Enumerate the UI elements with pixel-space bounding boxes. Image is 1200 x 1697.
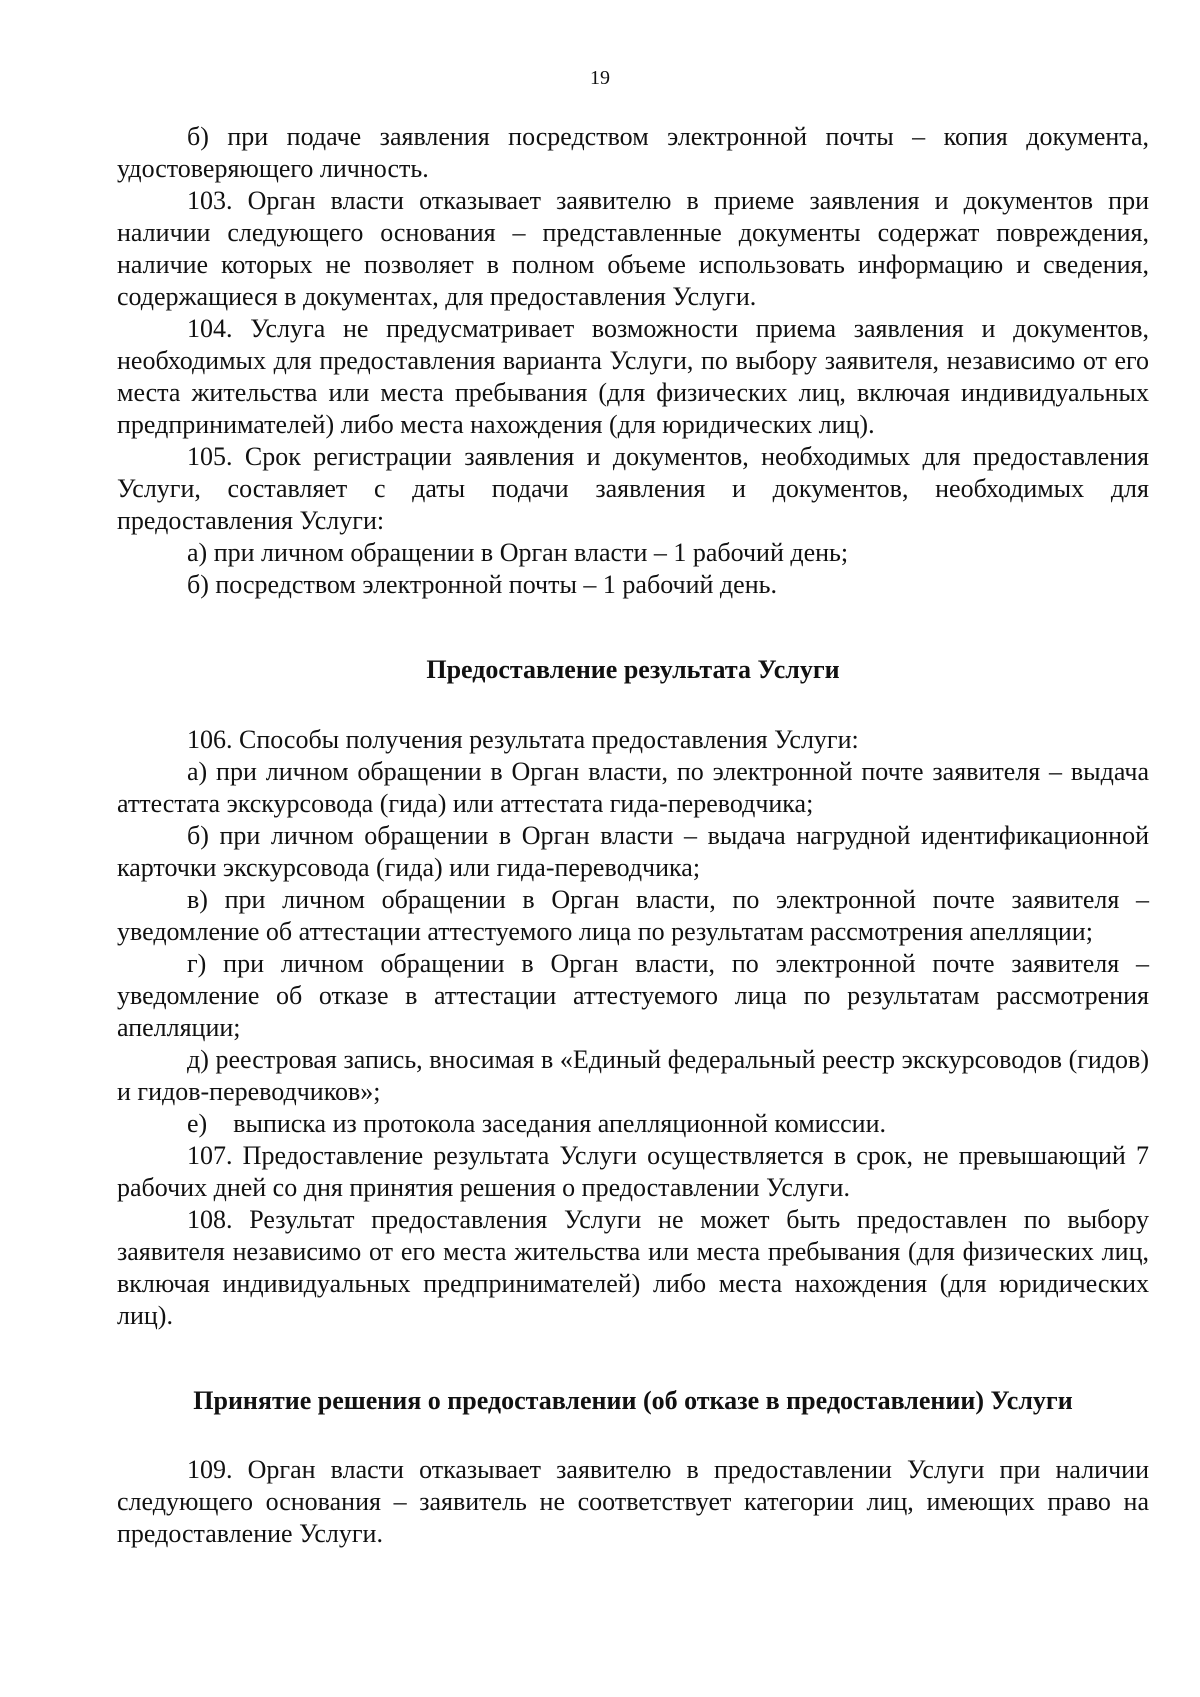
paragraph-106-e: е) выписка из протокола заседания апелляционной комиссии. (187, 1109, 886, 1138)
paragraph-b-email-copy: б) при подаче заявления посредством электронной почты – копия документа, удостоверяющего личность. (117, 122, 1149, 183)
paragraph-106-g: г) при личном обращении в Орган власти, по электронной почте заявителя – уведомление об отказе в аттестации аттестуемого лица по результатам рассмотрения апелляции; (117, 949, 1149, 1042)
section-heading-decision: Принятие решения о предоставлении (об отказе в предоставлении) Услуги (193, 1386, 1073, 1415)
paragraph-109: 109. Орган власти отказывает заявителю в предоставлении Услуги при наличии следующего основания – заявитель не соответствует категории лиц, имеющих право на предоставление Услуги. (117, 1455, 1149, 1548)
paragraph-103: 103. Орган власти отказывает заявителю в приеме заявления и документов при наличии следующего основания – представленные документы содержат повреждения, наличие которых не позволяет в полном объеме использовать информацию и сведения, содержащиеся в документах, для предоставления Услуги. (117, 186, 1149, 311)
paragraph-106-a: а) при личном обращении в Орган власти, по электронной почте заявителя – выдача аттестата экскурсовода (гида) или аттестата гида-переводчика; (117, 757, 1149, 818)
paragraph-105-b: б) посредством электронной почты – 1 рабочий день. (187, 570, 777, 599)
paragraph-106: 106. Способы получения результата предоставления Услуги: (187, 725, 859, 754)
paragraph-106-b: б) при личном обращении в Орган власти – выдача нагрудной идентификационной карточки экскурсовода (гида) или гида-переводчика; (117, 821, 1149, 882)
page-number: 19 (590, 67, 610, 89)
paragraph-108: 108. Результат предоставления Услуги не может быть предоставлен по выбору заявителя независимо от его места жительства или места пребывания (для физических лиц, включая индивидуальных предпринимателей) либо места нахождения (для юридических лиц). (117, 1205, 1149, 1330)
document-body (117, 121, 1149, 1550)
paragraph-104: 104. Услуга не предусматривает возможности приема заявления и документов, необходимых для предоставления варианта Услуги, по выбору заявителя, независимо от его места жительства или места пребывания (для физических лиц, включая индивидуальных предпринимателей) либо места нахождения (для юридических лиц). (117, 314, 1149, 439)
paragraph-105-a: а) при личном обращении в Орган власти – 1 рабочий день; (187, 538, 849, 567)
paragraph-106-d: д) реестровая запись, вносимая в «Единый федеральный реестр экскурсоводов (гидов) и гидов-переводчиков»; (117, 1045, 1149, 1106)
paragraph-105: 105. Срок регистрации заявления и документов, необходимых для предоставления Услуги, составляет с даты подачи заявления и документов, необходимых для предоставления Услуги: (117, 442, 1149, 535)
paragraph-107: 107. Предоставление результата Услуги осуществляется в срок, не превышающий 7 рабочих дней со дня принятия решения о предоставлении Услуги. (117, 1141, 1149, 1202)
section-heading-result: Предоставление результата Услуги (426, 655, 840, 684)
paragraph-106-v: в) при личном обращении в Орган власти, по электронной почте заявителя – уведомление об аттестации аттестуемого лица по результатам рассмотрения апелляции; (117, 885, 1149, 946)
